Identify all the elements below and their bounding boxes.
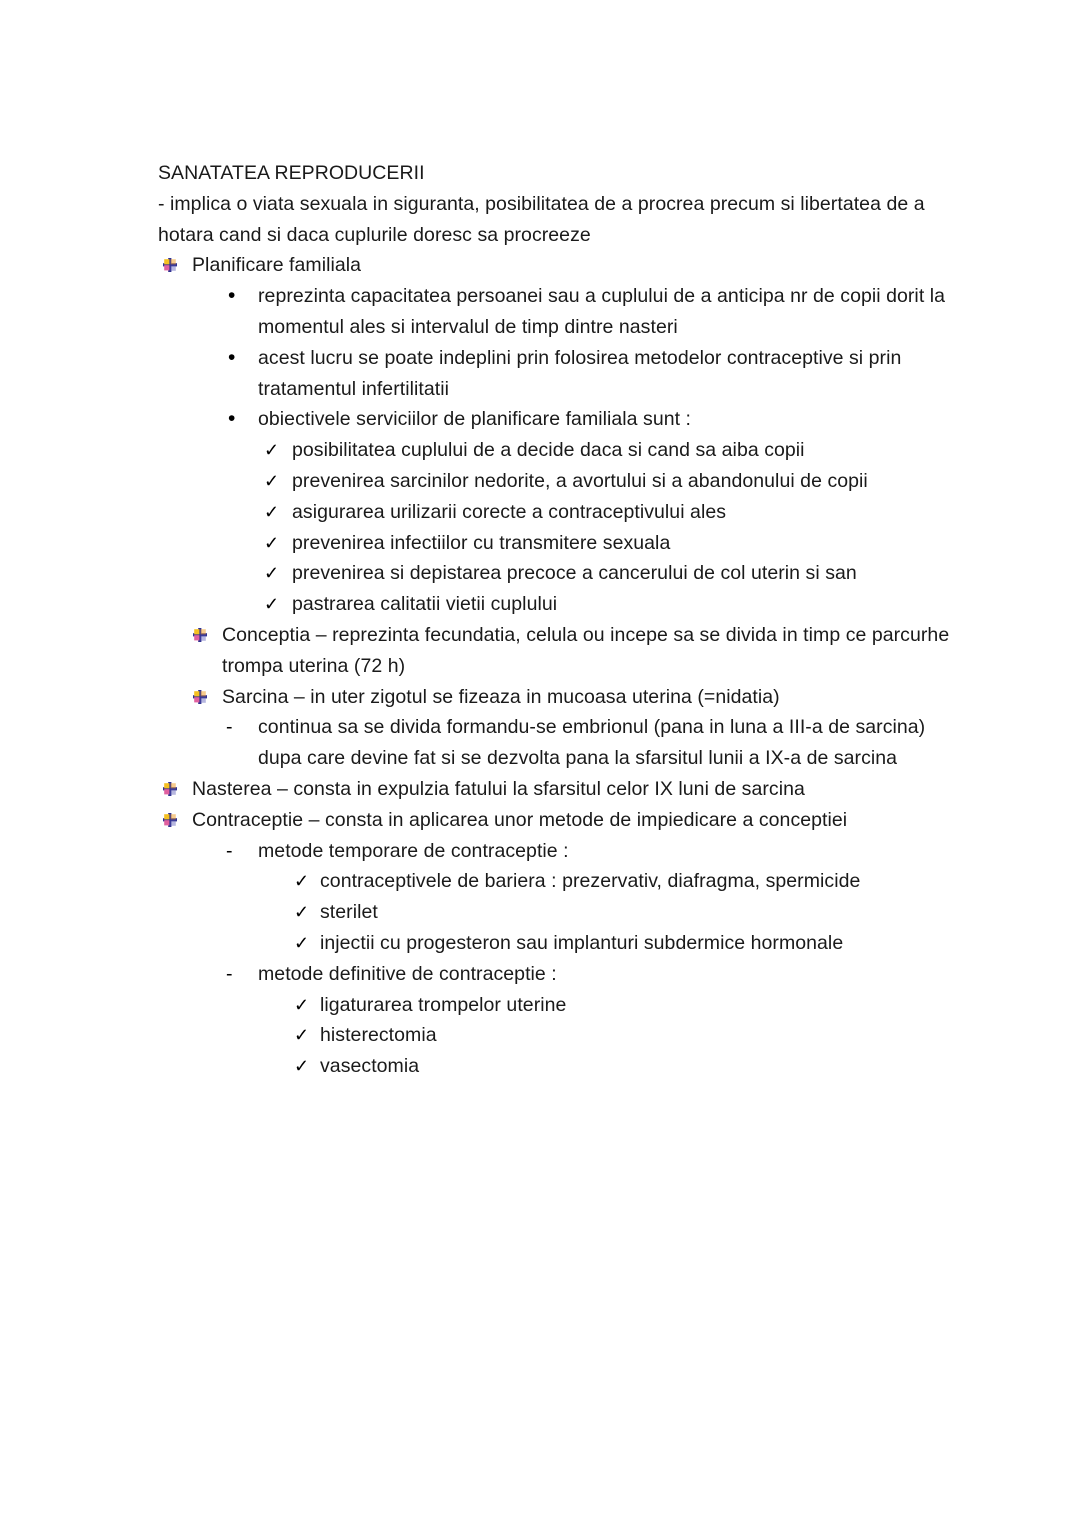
list-item-label: metode temporare de contraceptie : [258,839,569,862]
list-item-conceptia [158,620,968,682]
list-item-dash [158,959,968,990]
dot-bullet-icon: • [228,407,236,431]
list-item-label: Nasterea – consta in expulzia fatului la sfarsitul celor IX luni de sarcina [192,777,805,800]
check-bullet-icon: ✓ [264,532,280,553]
list-item-label: ligaturarea trompelor uterine [320,993,567,1016]
list-item-check [158,558,968,589]
check-bullet-icon: ✓ [264,440,280,461]
check-bullet-icon: ✓ [294,994,310,1015]
list-item-check [158,528,968,559]
list-item-dash [158,836,968,867]
list-item-check [158,1051,968,1082]
list-item-check [158,928,968,959]
list-item-label: metode definitive de contraceptie : [258,962,557,985]
list-item-label: Contraceptie – consta in aplicarea unor metode de impiedicare a conceptiei [192,808,848,831]
list-item-label: posibilitatea cuplului de a decide daca si cand sa aiba copii [292,439,805,462]
list-item-label: sterilet [320,901,378,924]
check-bullet-icon: ✓ [294,1056,310,1077]
intro-line-1: - implica o viata sexuala in siguranta, posibilitatea de a procrea precum si libertatea de a [158,192,925,215]
list-item-check [158,435,968,466]
check-bullet-icon: ✓ [264,594,280,615]
dot-bullet-icon: • [228,345,236,369]
list-item-label: Sarcina – in uter zigotul se fizeaza in mucoasa uterina (=nidatia) [222,685,780,708]
list-item-check [158,466,968,497]
check-bullet-icon: ✓ [264,501,280,522]
document-title: SANATATEA REPRODUCERII [158,162,425,184]
check-bullet-icon: ✓ [294,871,310,892]
check-bullet-icon: ✓ [264,563,280,584]
cross-bullet-icon [163,250,192,281]
cross-bullet-icon [193,682,222,713]
list-item-label: reprezinta capacitatea persoanei sau a cuplului de a anticipa nr de copii dorit la momentul ales si intervalul de timp dintre nasteri [258,285,946,338]
list-item-check [158,897,968,928]
list-item-check [158,1020,968,1051]
dash-bullet-icon: - [226,716,233,739]
list-item-check [158,990,968,1021]
list-item-contraceptie [158,805,968,836]
list-item-bullet [158,404,968,435]
check-bullet-icon: ✓ [264,470,280,491]
list-item-bullet [158,281,968,343]
cross-bullet-icon [193,620,222,651]
dash-bullet-icon: - [226,962,233,985]
list-item-nasterea [158,774,968,805]
list-item-label: continua sa se divida formandu-se embrionul (pana in luna a III-a de sarcina) dupa care devine fat si se dezvolta pana la sfarsitul lunii a IX-a de sarcina [258,716,926,770]
list-item-label: injectii cu progesteron sau implanturi subdermice hormonale [320,931,844,954]
list-item-label: contraceptivele de bariera : prezervativ, diafragma, spermicide [320,870,861,893]
list-item-label: pastrarea calitatii vietii cuplului [292,593,558,616]
dash-bullet-icon: - [226,839,233,862]
list-item-sarcina [158,682,968,713]
list-item-label: obiectivele serviciilor de planificare familiala sunt : [258,408,692,431]
list-item-label: histerectomia [320,1024,437,1047]
list-item-label: acest lucru se poate indeplini prin folosirea metodelor contraceptive si prin tratamentul infertilitatii [258,346,902,400]
check-bullet-icon: ✓ [294,1025,310,1046]
list-item-label: prevenirea si depistarea precoce a cancerului de col uterin si san [292,562,857,585]
list-item-dash [158,712,968,774]
document-body [158,158,968,1082]
list-item-bullet [158,343,968,405]
list-item-check [158,589,968,620]
intro-line-2: hotara cand si daca cuplurile doresc sa procreeze [158,223,591,246]
list-item-label: vasectomia [320,1055,420,1078]
list-item-label: Planificare familiala [192,254,362,277]
list-item-label: prevenirea infectiilor cu transmitere sexuala [292,531,671,554]
list-item-check [158,497,968,528]
list-item-planificare-familiala [158,250,968,281]
list-item-label: prevenirea sarcinilor nedorite, a avortului si a abandonului de copii [292,469,868,492]
cross-bullet-icon [163,805,192,836]
check-bullet-icon: ✓ [294,932,310,953]
check-bullet-icon: ✓ [294,902,310,923]
list-item-check [158,866,968,897]
list-item-label: asigurarea urilizarii corecte a contraceptivului ales [292,500,727,523]
dot-bullet-icon: • [228,284,236,308]
cross-bullet-icon [163,774,192,805]
list-item-label: Conceptia – reprezinta fecundatia, celula ou incepe sa se divida in timp ce parcurhe trompa uterina (72 h) [222,623,950,677]
